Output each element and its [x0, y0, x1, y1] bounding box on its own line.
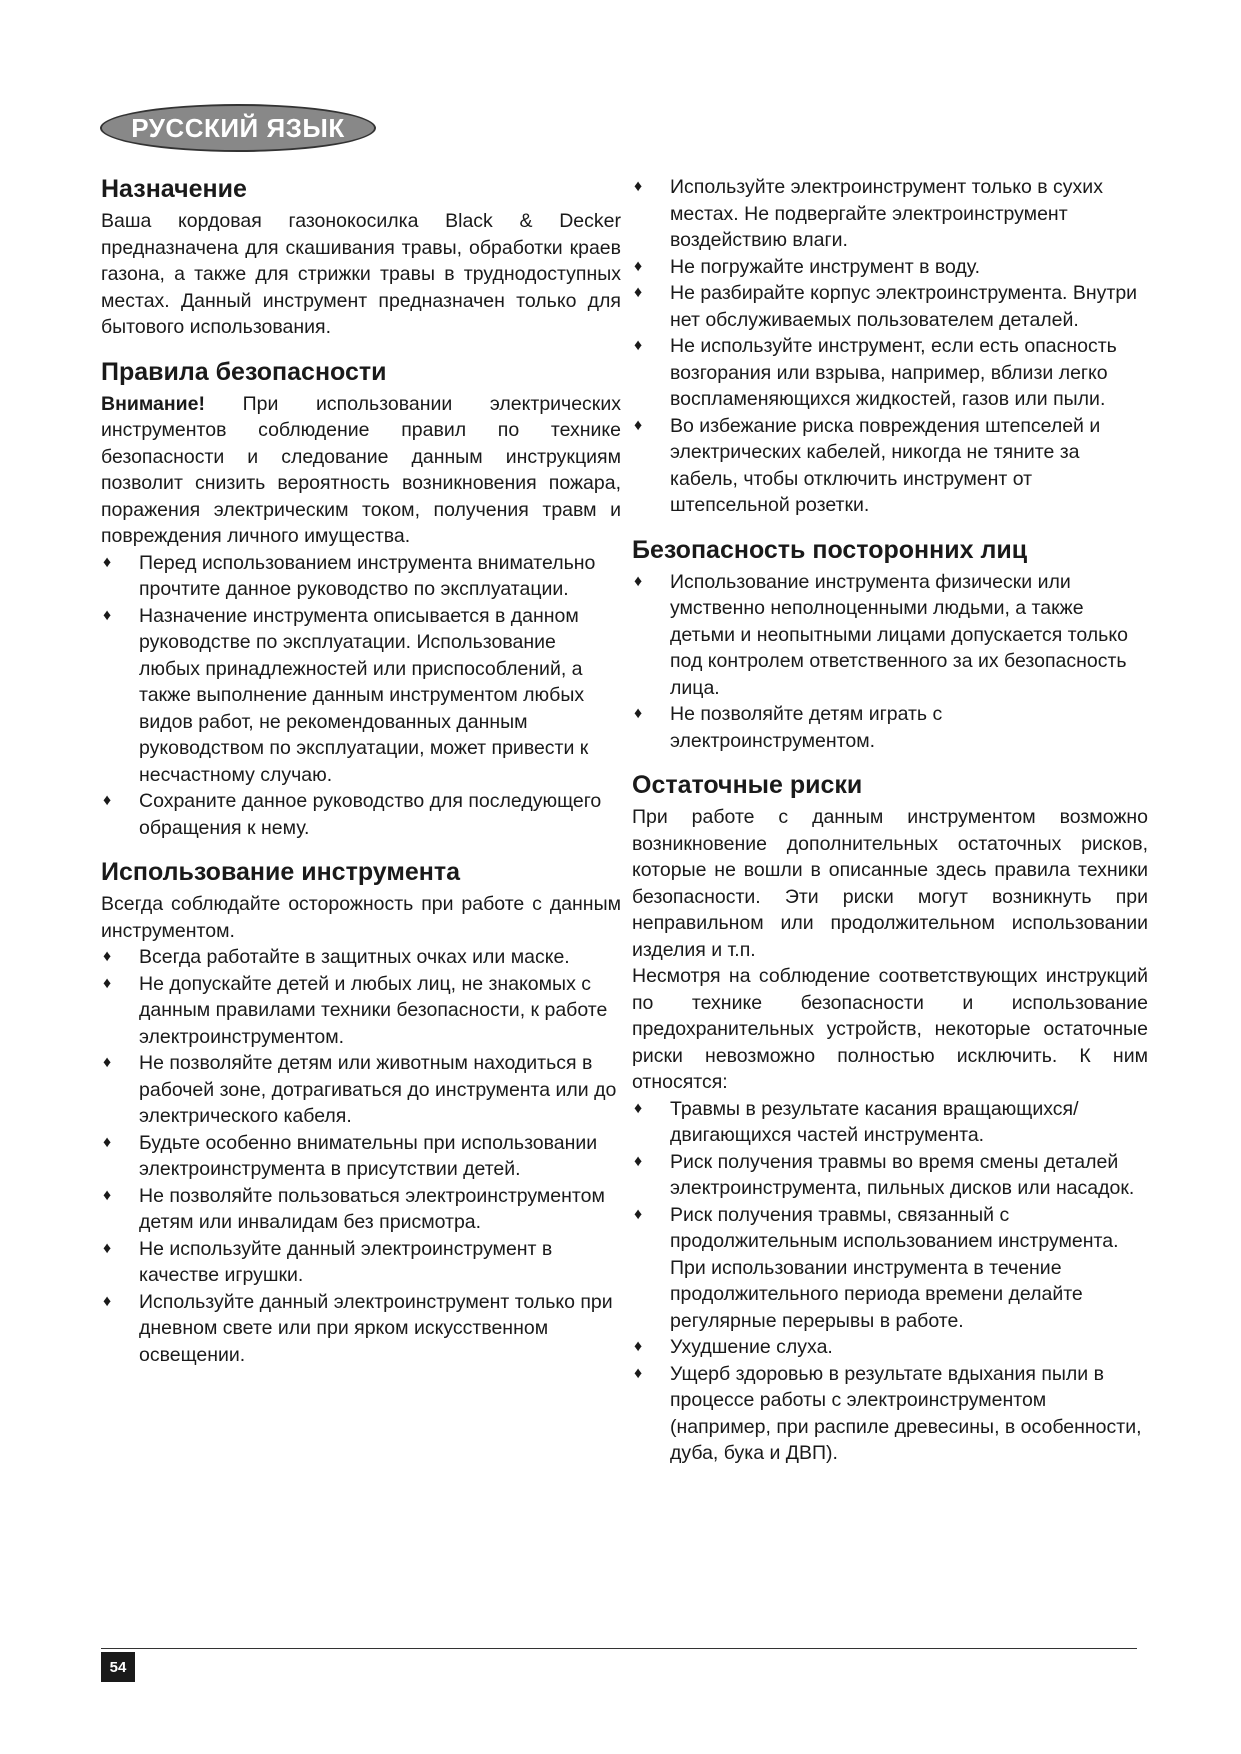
usage-continued-section: [632, 174, 1148, 519]
list-item: ♦ Всегда работайте в защитных очках или маске.: [101, 944, 621, 971]
right-column: [632, 174, 1148, 1483]
left-column: [101, 174, 621, 1384]
usage-section: [101, 857, 621, 1368]
safety-section: [101, 357, 621, 842]
list-item: ♦ Не позволяйте детям играть с электроинструментом.: [632, 701, 1148, 754]
list-item: ♦ Во избежание риска повреждения штепселей и электрических кабелей, никогда не тяните за кабель, чтобы отключить инструмент от штепсельной розетки.: [632, 413, 1148, 519]
usage-list: [101, 944, 621, 1368]
list-item: ♦ Риск получения травмы, связанный с продолжительным использованием инструмента. При использовании инструмента в течение продолжительного периода времени делайте регулярные перерывы в работе.: [632, 1202, 1148, 1335]
residual-risks-text-2: Несмотря на соблюдение соответствующих инструкций по технике безопасности и использование предохранительных устройств, некоторые остаточные риски невозможно полностью исключить. К ним относятся:: [632, 965, 1148, 1093]
language-badge: РУССКИЙ ЯЗЫК: [100, 104, 376, 152]
residual-risks-section: [632, 770, 1148, 1467]
safety-list: [101, 550, 621, 842]
list-item: ♦ Не разбирайте корпус электроинструмента. Внутри нет обслуживаемых пользователем деталей.: [632, 280, 1148, 333]
list-item: ♦ Сохраните данное руководство для последующего обращения к нему.: [101, 788, 621, 841]
list-item: ♦ Ущерб здоровью в результате вдыхания пыли в процессе работы с электроинструментом (например, при распиле древесины, в особенности, дуба, бука и ДВП).: [632, 1361, 1148, 1467]
bystanders-heading: Безопасность посторонних лиц: [632, 535, 1028, 564]
list-item: ♦ Травмы в результате касания вращающихся/двигающихся частей инструмента.: [632, 1096, 1148, 1149]
purpose-heading: Назначение: [101, 175, 247, 203]
purpose-section: [101, 174, 621, 341]
warning-label: Внимание!: [101, 392, 205, 415]
list-item: ♦ Перед использованием инструмента внимательно прочтите данное руководство по эксплуатации.: [101, 550, 621, 603]
list-item: ♦ Используйте электроинструмент только в сухих местах. Не подвергайте электроинструмент воздействию влаги.: [632, 174, 1148, 254]
residual-risks-list: [632, 1096, 1148, 1467]
safety-warning: [101, 391, 621, 550]
usage-text: Всегда соблюдайте осторожность при работе с данным инструментом.: [101, 893, 621, 942]
list-item: ♦ Риск получения травмы во время смены деталей электроинструмента, пильных дисков или насадок.: [632, 1149, 1148, 1202]
list-item: ♦ Не погружайте инструмент в воду.: [632, 254, 1148, 281]
purpose-text: Ваша кордовая газонокосилка Black & Decker предназначена для скашивания травы, обработки краев газона, а также для стрижки травы в труднодоступных местах. Данный инструмент предназначен только для бытового использования.: [101, 210, 621, 338]
usage-continued-list: [632, 174, 1148, 519]
list-item: ♦ Будьте особенно внимательны при использовании электроинструмента в присутствии детей.: [101, 1130, 621, 1183]
list-item: ♦ Не позволяйте детям или животным находиться в рабочей зоне, дотрагиваться до инструмента или до электрического кабеля.: [101, 1050, 621, 1130]
residual-risks-text-1: При работе с данным инструментом возможно возникновение дополнительных остаточных рисков, которые не вошли в описанные здесь правила техники безопасности. Эти риски могут возникнуть при неправильном или продолжительном использовании изделия и т.п.: [632, 806, 1148, 961]
page-number: 54: [101, 1652, 135, 1682]
usage-heading: Использование инструмента: [101, 858, 460, 886]
warning-text: При использовании электрических инструментов соблюдение правил по технике безопасности и следование данным инструкциям позволит снизить вероятность возникновения пожара, поражения электрическим током, получения травм и повреждения личного имущества.: [101, 392, 621, 547]
list-item: ♦ Ухудшение слуха.: [632, 1334, 1148, 1361]
list-item: ♦ Не используйте инструмент, если есть опасность возгорания или взрыва, например, вблизи легко воспламеняющихся жидкостей, газов или пыли.: [632, 333, 1148, 413]
list-item: ♦ Не допускайте детей и любых лиц, не знакомых с данным правилами техники безопасности, к работе электроинструментом.: [101, 971, 621, 1051]
list-item: ♦ Не позволяйте пользоваться электроинструментом детям или инвалидам без присмотра.: [101, 1183, 621, 1236]
list-item: ♦ Назначение инструмента описывается в данном руководстве по эксплуатации. Использование любых принадлежностей или приспособлений, а также выполнение данным инструментом любых видов работ, не рекомендованных данным руководством по эксплуатации, может привести к несчастному случаю.: [101, 603, 621, 789]
list-item: ♦ Используйте данный электроинструмент только при дневном свете или при ярком искусственном освещении.: [101, 1289, 621, 1369]
footer-divider: [101, 1648, 1137, 1649]
list-item: ♦ Не используйте данный электроинструмент в качестве игрушки.: [101, 1236, 621, 1289]
bystanders-list: [632, 569, 1148, 755]
residual-risks-heading: Остаточные риски: [632, 771, 863, 799]
list-item: ♦ Использование инструмента физически или умственно неполноценными людьми, а также детьми и неопытными лицами допускается только под контролем ответственного за их безопасность лица.: [632, 569, 1148, 702]
bystanders-section: [632, 535, 1148, 755]
safety-heading: Правила безопасности: [101, 357, 387, 386]
